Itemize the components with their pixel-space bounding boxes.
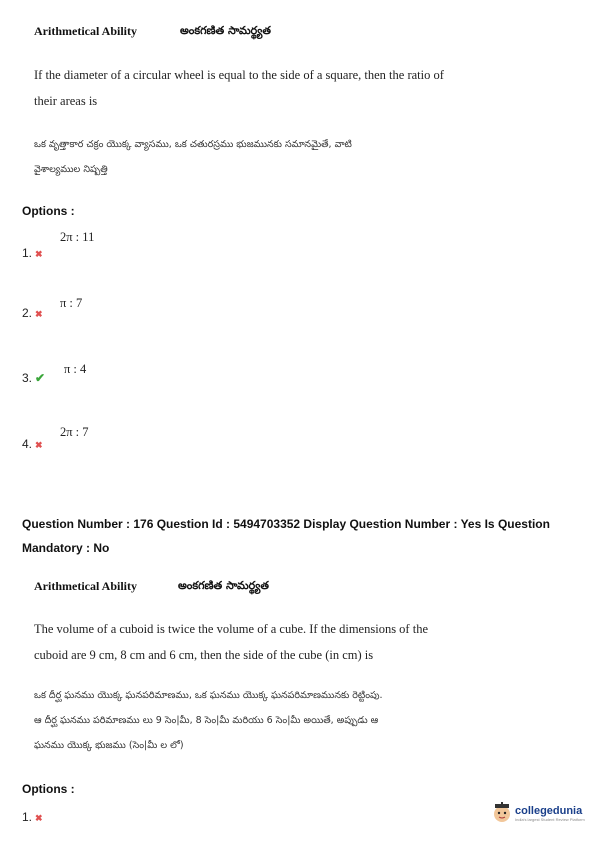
cross-icon: ✖: [35, 309, 43, 319]
option-number: 4.: [22, 437, 33, 451]
subject-telugu: అంకగణిత సామర్థ్యత: [178, 579, 269, 592]
question-line: వైశాల్యముల నిష్పత్తి: [34, 164, 108, 175]
subject-telugu: అంకగణిత సామర్థ్యత: [180, 24, 271, 37]
options-label: Options :: [22, 204, 75, 218]
option-number: 1.: [22, 810, 33, 824]
cross-icon: ✖: [35, 813, 43, 823]
cross-icon: ✖: [35, 440, 43, 450]
logo-subtext: India's largest Student Review Platform: [515, 816, 585, 822]
subject-english: Arithmetical Ability: [34, 24, 137, 38]
check-icon: ✔: [35, 371, 46, 385]
option-number: 3.: [22, 371, 33, 385]
question-line: their areas is: [34, 94, 98, 108]
question-line: ఘనము యొక్క భుజము (సెం|మీ ల లో): [34, 740, 184, 751]
option-1[interactable]: [22, 810, 43, 824]
option-1[interactable]: [22, 246, 43, 260]
question-text-telugu: [34, 132, 464, 182]
question-header-line: Mandatory : No: [22, 541, 110, 555]
question-text-english: [34, 616, 454, 668]
question-header: [22, 512, 582, 560]
options-label: Options :: [22, 782, 75, 796]
option-3-correct[interactable]: [22, 371, 45, 385]
option-value: 2π : 11: [60, 230, 95, 244]
question-text-english: [34, 62, 454, 114]
question-line: If the diameter of a circular wheel is equal to the side of a square, then the ratio of: [34, 68, 444, 82]
question-line: ఒక వృత్తాకార చక్రం యొక్క వ్యాసము, ఒక చతురస్రము భుజమునకు సమానమైతే, వాటి: [34, 139, 352, 150]
mascot-icon: [492, 802, 512, 824]
option-2[interactable]: [22, 306, 43, 320]
option-number: 2.: [22, 306, 33, 320]
logo-text: collegedunia: [515, 804, 583, 817]
question-line: ఒక దీర్ఘ ఘనము యొక్క ఘనపరిమాణము, ఒక ఘనము యొక్క ఘనపరిమాణమునకు రెట్టింపు.: [34, 690, 383, 701]
question-line: ఆ దీర్ఘ ఘనము పరిమాణము లు 9 సెం|మీ, 8 సెం|మీ మరియు 6 సెం|మీ అయితే, అప్పుడు ఆ: [34, 715, 379, 726]
question-line: The volume of a cuboid is twice the volume of a cube. If the dimensions of the: [34, 622, 428, 636]
cross-icon: ✖: [35, 249, 43, 259]
collegedunia-logo: [492, 802, 585, 824]
option-4[interactable]: [22, 437, 43, 451]
option-value: π : 7: [60, 296, 83, 310]
question-line: cuboid are 9 cm, 8 cm and 6 cm, then the side of the cube (in cm) is: [34, 648, 374, 662]
subject-english: Arithmetical Ability: [34, 579, 137, 593]
option-value: 2π : 7: [60, 425, 89, 439]
option-value: π : 4: [64, 362, 87, 376]
option-number: 1.: [22, 246, 33, 260]
question-header-line: Question Number : 176 Question Id : 5494703352 Display Question Number : Yes Is Question: [22, 517, 550, 531]
question-text-telugu: [34, 683, 464, 758]
